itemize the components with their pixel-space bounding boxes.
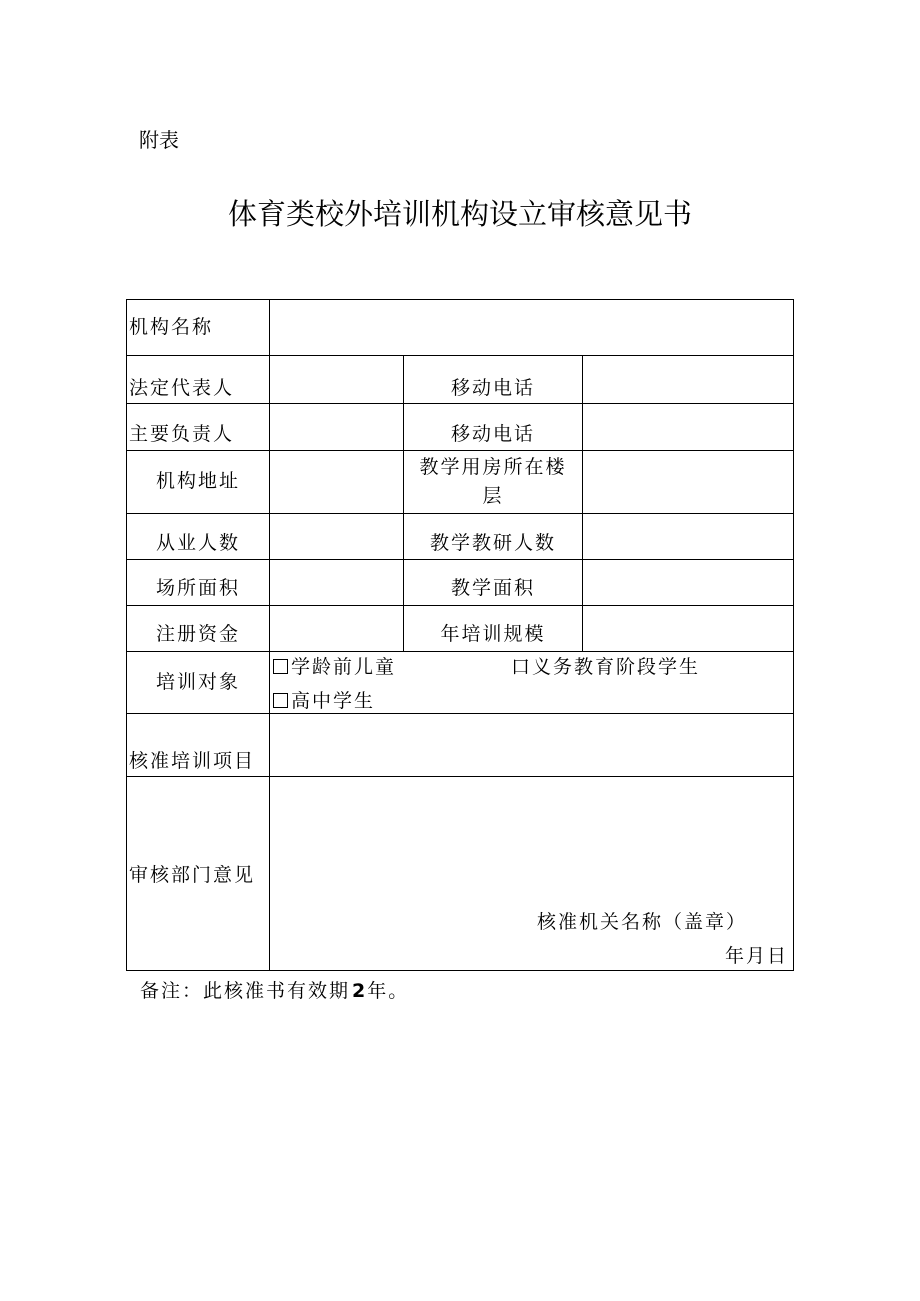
footnote-suffix: 年。: [367, 980, 410, 1002]
target-option-preschool[interactable]: [273, 652, 396, 682]
org-name-label: 机构名称: [129, 316, 214, 338]
mobile-label-1: 移动电话: [450, 377, 535, 399]
org-name-field[interactable]: [270, 300, 793, 355]
checkbox-icon[interactable]: [273, 693, 288, 708]
page-title: 体育类校外培训机构设立审核意见书: [227, 197, 692, 231]
venue-area-label: 场所面积: [155, 577, 240, 599]
review-opinion-label: 审核部门意见: [129, 864, 256, 886]
attachment-label: 附表: [139, 128, 179, 152]
teaching-area-field[interactable]: [583, 560, 793, 605]
principal-label: 主要负责人: [129, 423, 235, 445]
review-form-table: [126, 299, 794, 971]
principal-mobile-field[interactable]: [583, 404, 793, 450]
approved-projects-field[interactable]: [270, 714, 793, 776]
teaching-staff-field[interactable]: [583, 514, 793, 559]
floor-field[interactable]: [583, 451, 793, 513]
target-option-label: 口义务教育阶段学生: [511, 656, 701, 678]
principal-field[interactable]: [270, 404, 403, 450]
footnote: [140, 976, 409, 1003]
footnote-number: 2: [352, 980, 366, 1002]
staff-count-field[interactable]: [270, 514, 403, 559]
capital-field[interactable]: [270, 606, 403, 651]
legal-rep-label: 法定代表人: [129, 377, 235, 399]
checkbox-icon[interactable]: [273, 659, 288, 674]
staff-count-label: 从业人数: [155, 532, 240, 554]
teaching-area-label: 教学面积: [450, 577, 535, 599]
venue-area-field[interactable]: [270, 560, 403, 605]
address-field[interactable]: [270, 451, 403, 513]
teaching-staff-label: 教学教研人数: [429, 532, 556, 554]
approved-projects-label: 核准培训项目: [129, 750, 256, 772]
address-label: 机构地址: [155, 470, 240, 492]
target-label: 培训对象: [155, 671, 240, 693]
footnote-prefix: 备注：此核准书有效期: [140, 980, 351, 1002]
target-option-compulsory[interactable]: [511, 652, 700, 682]
legal-rep-mobile-field[interactable]: [583, 356, 793, 403]
target-option-highschool[interactable]: [273, 686, 375, 716]
mobile-label-2: 移动电话: [450, 423, 535, 445]
approving-authority-label: 核准机关名称（盖章）: [537, 911, 748, 933]
floor-label: 教学用房所在楼层: [419, 456, 567, 507]
legal-rep-field[interactable]: [270, 356, 403, 403]
annual-scale-field[interactable]: [583, 606, 793, 651]
target-option-label: 学龄前儿童: [291, 656, 397, 678]
annual-scale-label: 年培训规模: [440, 623, 546, 645]
target-option-label: 高中学生: [291, 690, 376, 712]
capital-label: 注册资金: [155, 623, 240, 645]
review-opinion-field[interactable]: [270, 777, 793, 970]
date-label: 年月日: [725, 945, 789, 967]
